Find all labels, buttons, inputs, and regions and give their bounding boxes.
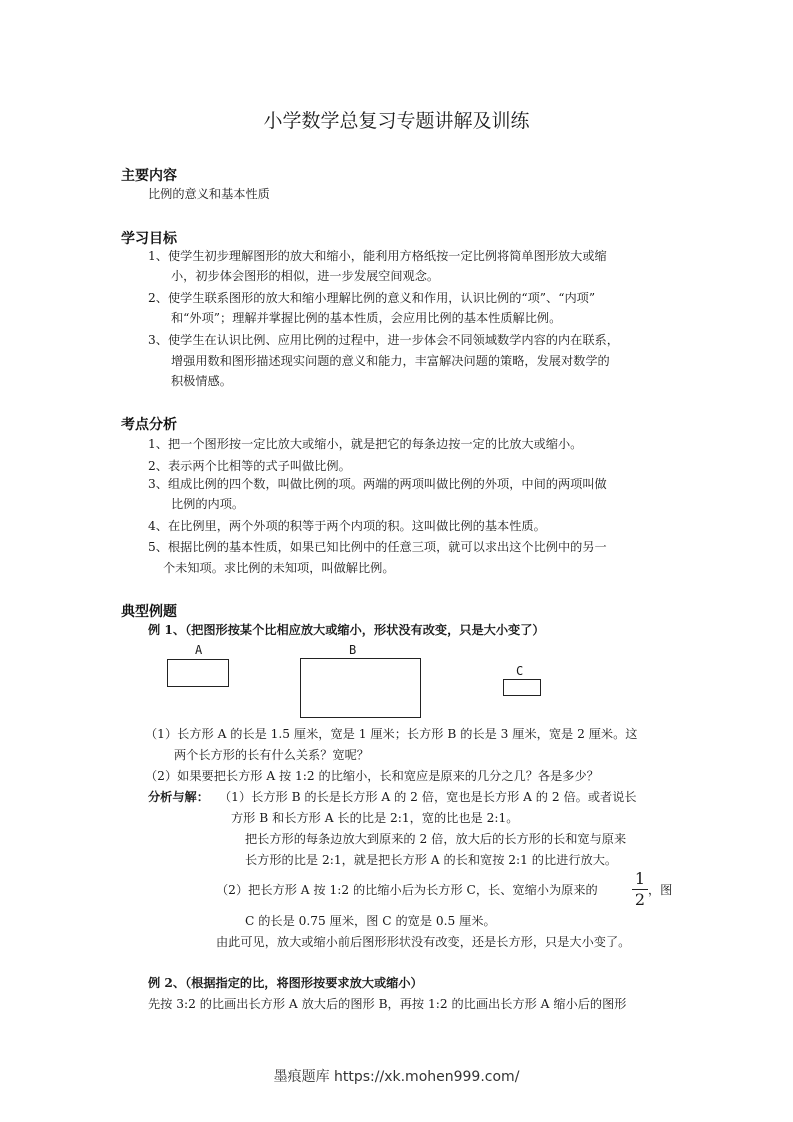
example-1-title: 例 1、（把图形按某个比相应放大或缩小，形状没有改变，只是大小变了） bbox=[148, 623, 545, 637]
fraction-numerator: 1 bbox=[634, 869, 646, 888]
goal-line: 3、使学生在认识比例、应用比例的过程中，进一步体会不同领域数学内容的内在联系， bbox=[148, 333, 619, 347]
goal-line: 1、使学生初步理解图形的放大和缩小，能利用方格纸按一定比例将简单图形放大或缩 bbox=[148, 249, 607, 263]
heading-learning-goals: 学习目标 bbox=[121, 231, 177, 247]
rect-c-label: C bbox=[516, 664, 524, 678]
question-line: （1）长方形 A 的长是 1.5 厘米，宽是 1 厘米；长方形 B 的长是 3 厘米，宽是 2 厘米。这 bbox=[145, 727, 638, 741]
point-line: 1、把一个图形按一定比放大或缩小，就是把它的每条边按一定的比放大或缩小。 bbox=[148, 437, 583, 451]
analysis-line: 把长方形的每条边放大到原来的 2 倍，放大后的长方形的长和宽与原来 bbox=[245, 832, 627, 846]
goal-line: 和“外项”；理解并掌握比例的基本性质，会应用比例的基本性质解比例。 bbox=[171, 311, 562, 325]
analysis-line: ，图 bbox=[648, 883, 673, 897]
point-line: 4、在比例里，两个外项的积等于两个内项的积。这叫做比例的基本性质。 bbox=[148, 519, 546, 533]
heading-main-content: 主要内容 bbox=[121, 168, 177, 184]
analysis-line: 长方形的比是 2:1，就是把长方形 A 的长和宽按 2:1 的比进行放大。 bbox=[245, 853, 618, 867]
rect-b-label: B bbox=[349, 643, 357, 657]
analysis-line: （2）把长方形 A 按 1:2 的比缩小后为长方形 C，长、宽缩小为原来的 bbox=[216, 883, 598, 897]
point-line: 比例的内项。 bbox=[171, 497, 245, 511]
example-2-text: 先按 3:2 的比画出长方形 A 放大后的图形 B，再按 1:2 的比画出长方形 A 缩小后的图形 bbox=[148, 997, 627, 1011]
goal-line: 增强用数和图形描述现实问题的意义和能力，丰富解决问题的策略，发展对数学的 bbox=[171, 354, 610, 368]
goal-line: 小，初步体会图形的相似，进一步发展空间观念。 bbox=[171, 269, 440, 283]
fraction-denominator: 2 bbox=[634, 890, 646, 909]
rect-a-label: A bbox=[195, 643, 203, 657]
goal-line: 2、使学生联系图形的放大和缩小理解比例的意义和作用，认识比例的“项”、“内项” bbox=[148, 291, 596, 305]
heading-key-points: 考点分析 bbox=[121, 417, 177, 433]
point-line: 2、表示两个比相等的式子叫做比例。 bbox=[148, 459, 351, 473]
analysis-line: （1）长方形 B 的长是长方形 A 的 2 倍，宽也是长方形 A 的 2 倍。或者说长 bbox=[219, 790, 637, 804]
point-line: 5、根据比例的基本性质，如果已知比例中的任意三项，就可以求出这个比例中的另一 bbox=[148, 540, 607, 554]
analysis-line: 方形 B 和长方形 A 长的比是 2:1，宽的比也是 2:1。 bbox=[231, 811, 519, 825]
point-line: 个未知项。求比例的未知项，叫做解比例。 bbox=[163, 561, 395, 575]
footer-watermark: 墨痕题库 https://xk.mohen999.com/ bbox=[273, 1069, 520, 1085]
analysis-line: C 的长是 0.75 厘米，图 C 的宽是 0.5 厘米。 bbox=[245, 914, 496, 928]
example-2-title: 例 2、（根据指定的比，将图形按要求放大或缩小） bbox=[148, 976, 423, 990]
heading-examples: 典型例题 bbox=[121, 604, 177, 620]
rectangle-a bbox=[167, 659, 229, 687]
page-title: 小学数学总复习专题讲解及训练 bbox=[263, 110, 530, 132]
analysis-label: 分析与解： bbox=[148, 790, 209, 804]
point-line: 3、组成比例的四个数，叫做比例的项。两端的两项叫做比例的外项，中间的两项叫做 bbox=[148, 477, 607, 491]
goal-line: 积极情感。 bbox=[171, 374, 232, 388]
question-line: （2）如果要把长方形 A 按 1:2 的比缩小，长和宽应是原来的几分之几？各是多少？ bbox=[145, 769, 599, 783]
main-content-text: 比例的意义和基本性质 bbox=[148, 187, 270, 201]
rectangle-b bbox=[300, 658, 421, 718]
analysis-line: 由此可见，放大或缩小前后图形形状没有改变，还是长方形，只是大小变了。 bbox=[216, 935, 631, 949]
rectangle-c bbox=[503, 679, 541, 696]
question-line: 两个长方形的长有什么关系？宽呢？ bbox=[174, 748, 369, 762]
